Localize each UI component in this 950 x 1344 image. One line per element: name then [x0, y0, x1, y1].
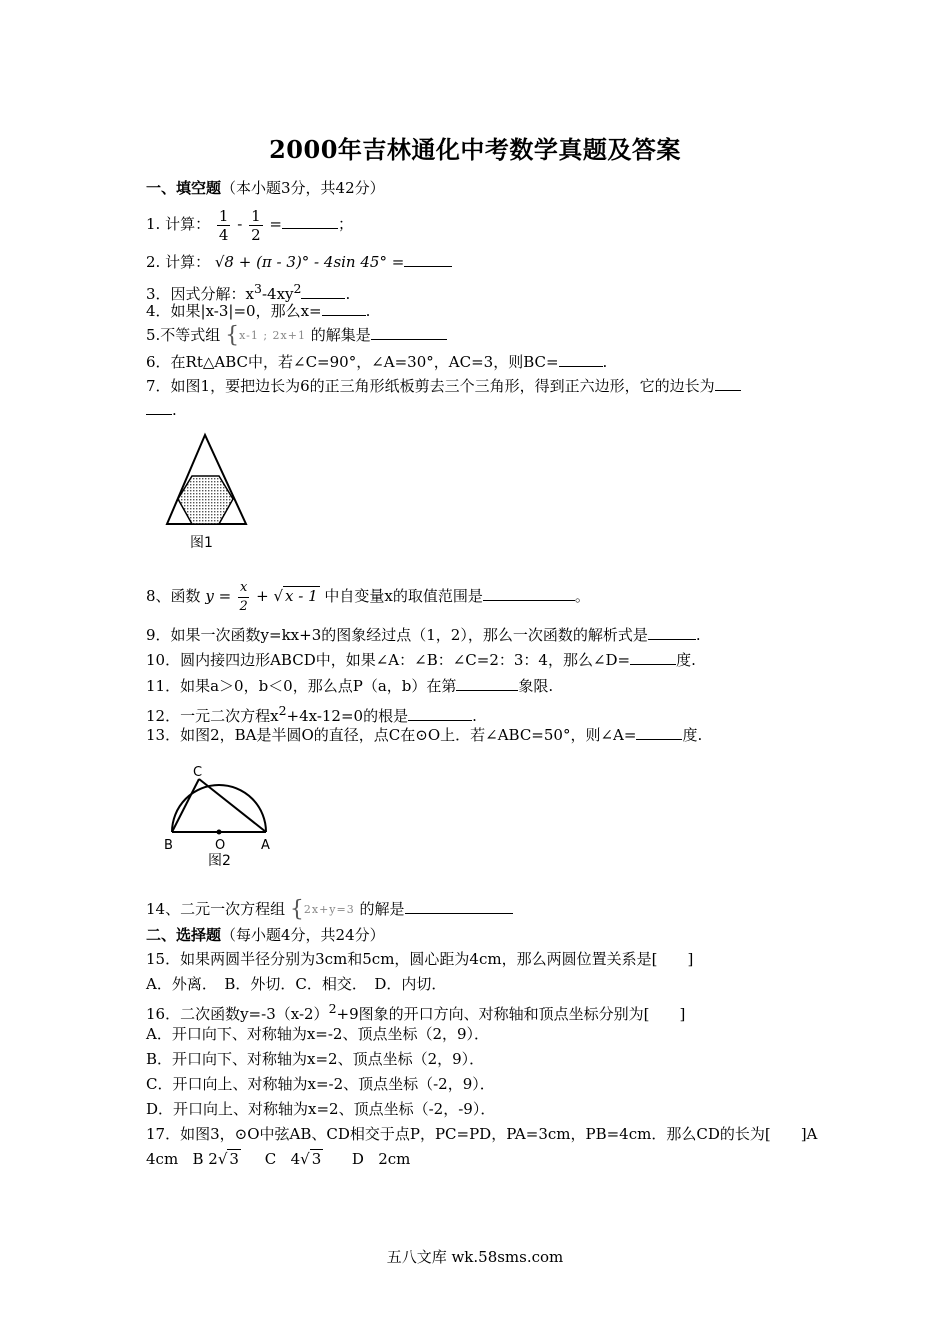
answer-blank[interactable] — [371, 325, 447, 340]
section-1-name: 一、填空题 — [146, 179, 222, 197]
question-16-option-c — [146, 1074, 495, 1094]
q17-option-c: 4 — [290, 1150, 301, 1168]
q8-plus: + — [256, 587, 269, 605]
answer-blank[interactable] — [405, 899, 513, 914]
q16-a: A．开口向下、对称轴为x=-2、顶点坐标（2，9）． — [146, 1025, 490, 1043]
question-14 — [146, 899, 513, 920]
answer-blank[interactable] — [559, 352, 603, 367]
q1-end: ； — [337, 215, 353, 233]
q16-c: C．开口向上、对称轴为x=-2、顶点坐标（-2，9）． — [146, 1075, 495, 1093]
q17-text: 17．如图3，⊙O中弦AB、CD相交于点P，PC=PD，PA=3cm，PB=4cm．那么CD的长为[ ]A — [146, 1125, 818, 1143]
answer-blank[interactable] — [408, 706, 472, 721]
hexagon-shaded — [178, 476, 233, 524]
q16-exponent: 2 — [328, 1001, 337, 1016]
question-17-options — [146, 1149, 410, 1169]
section-2-note: （每小题4分，共24分） — [221, 926, 385, 944]
q11-end: 象限. — [518, 677, 554, 695]
q13-end: 度. — [682, 726, 703, 744]
label-a: A — [261, 838, 270, 853]
q10-text: 10．圆内接四边形ABCD中，如果∠A：∠B：∠C=2：3：4，那么∠D= — [146, 651, 631, 669]
answer-blank[interactable] — [636, 725, 682, 740]
answer-blank[interactable] — [404, 252, 452, 267]
q17-radicand-c: 3 — [311, 1150, 322, 1168]
question-9 — [146, 625, 701, 645]
q13-text: 13．如图2，BA是半圆O的直径，点C在⊙O上．若∠ABC=50°，则∠A= — [146, 726, 637, 744]
center-point-o — [217, 830, 222, 835]
chord-bc — [172, 779, 199, 832]
q5-suffix: 的解集是 — [310, 326, 371, 344]
q7-text: 7．如图1，要把边长为6的正三角形纸板剪去三个三角形，得到正六边形，它的边长为 — [146, 377, 715, 395]
fraction-1-4 — [217, 207, 231, 244]
q8-den: 2 — [239, 598, 248, 614]
q1-num2: 1 — [251, 206, 261, 225]
q15-options: A．外离． B．外切．C．相交． D．内切． — [146, 975, 447, 993]
q8-y: y — [205, 587, 214, 605]
question-10 — [146, 650, 696, 670]
question-7-cont — [146, 400, 177, 420]
q12-exponent: 2 — [278, 703, 287, 718]
figure-1 — [160, 430, 256, 554]
q1-eq: = — [269, 215, 282, 233]
question-13 — [146, 725, 702, 745]
q4-text: 4．如果|x-3|=0，那么x= — [146, 302, 322, 320]
question-16-option-b — [146, 1049, 484, 1069]
q9-text: 9．如果一次函数y=kx+3的图象经过点（1，2），那么一次函数的解析式是 — [146, 626, 648, 644]
q16-prefix: 16．二次函数y=-3（x-2） — [146, 1005, 329, 1023]
q17-option-b: 2 — [208, 1150, 218, 1168]
q17-option-d: 2cm — [378, 1150, 411, 1168]
q8-eq: = — [218, 587, 232, 605]
label-c: C — [193, 765, 203, 780]
q17-option-c-label: C — [264, 1150, 277, 1168]
q17-radicand-b: 3 — [229, 1150, 239, 1168]
question-17 — [146, 1124, 817, 1144]
q1-num1: 1 — [218, 206, 229, 225]
q12-prefix: 12．一元二次方程x — [146, 707, 279, 725]
question-2 — [146, 252, 452, 272]
q5-prefix: 5.不等式组 — [146, 326, 221, 344]
q1-prefix: 1. 计算： — [146, 215, 211, 233]
q16-rest: +9图象的开口方向、对称轴和顶点坐标分别为[ ] — [336, 1005, 686, 1023]
answer-blank[interactable] — [456, 676, 518, 691]
page-title: 2000年吉林通化中考数学真题及答案 — [269, 135, 681, 164]
question-16-option-d — [146, 1099, 495, 1119]
q12-rest: +4x-12=0的根是 — [286, 707, 409, 725]
fraction-x-2 — [238, 579, 249, 616]
q3-exponent-1: 3 — [254, 281, 262, 296]
q14-prefix: 14、二元一次方程组 — [146, 900, 286, 918]
fraction-1-2 — [249, 207, 263, 244]
question-7 — [146, 376, 741, 396]
q2-expression: √8 + (π - 3)° - 4sin 45° = — [214, 253, 405, 271]
q17-option-b-label: B — [192, 1150, 204, 1168]
label-b: B — [164, 838, 173, 853]
q17-option-a: 4cm — [146, 1150, 179, 1168]
question-6 — [146, 352, 607, 372]
section-1-note: （本小题3分，共42分） — [221, 179, 385, 197]
question-12 — [146, 701, 477, 726]
question-16 — [146, 999, 685, 1024]
brace-icon: { — [289, 897, 304, 922]
semicircle-arc — [172, 785, 266, 832]
q1-minus: - — [237, 215, 243, 233]
q6-text: 6．在Rt△ABC中，若∠C=90°，∠A=30°，AC=3，则BC= — [146, 353, 559, 371]
question-15-options — [146, 974, 446, 994]
question-8 — [146, 576, 590, 616]
q2-prefix: 2. 计算： — [146, 253, 211, 271]
question-5 — [146, 325, 447, 346]
q8-num: x — [239, 579, 248, 595]
label-o: O — [215, 838, 226, 853]
q10-end: 度. — [676, 651, 696, 669]
question-11 — [146, 676, 553, 696]
q3-mid: -4xy — [261, 285, 294, 303]
radical-icon: √ — [217, 1150, 228, 1168]
radical-icon: √ — [300, 1150, 310, 1168]
q1-den1: 4 — [218, 225, 229, 244]
q1-den2: 2 — [251, 225, 261, 244]
q3-prefix: 3．因式分解：x — [146, 285, 255, 303]
section-2-heading — [146, 925, 385, 945]
q14-equation-system: 2x+y=3 — [303, 903, 355, 916]
radical-icon: √ — [273, 587, 283, 605]
q9-end: . — [695, 626, 701, 644]
q16-d: D．开口向上、对称轴为x=2、顶点坐标（-2，-9）． — [146, 1100, 496, 1118]
q8-end: 。 — [574, 587, 590, 605]
figure-1-caption: 图1 — [190, 535, 213, 551]
answer-blank-cont[interactable] — [146, 400, 172, 415]
q6-end: . — [602, 353, 608, 371]
q16-b: B．开口向下、对称轴为x=2、顶点坐标（2，9）． — [146, 1050, 485, 1068]
answer-blank[interactable] — [483, 586, 575, 601]
question-15 — [146, 949, 693, 969]
q7-end: . — [172, 401, 177, 419]
answer-blank[interactable] — [630, 650, 676, 665]
q11-text: 11．如果a＞0，b＜0，那么点P（a，b）在第 — [146, 677, 457, 695]
question-1 — [146, 204, 353, 244]
q12-end: . — [472, 707, 477, 725]
answer-blank[interactable] — [282, 214, 338, 229]
answer-blank[interactable] — [715, 376, 741, 391]
question-4 — [146, 301, 370, 321]
q5-inequality-system: x-1 ; 2x+1 — [239, 329, 306, 342]
brace-icon: { — [225, 323, 240, 348]
section-2-name: 二、选择题 — [146, 926, 222, 944]
section-1-heading — [146, 178, 385, 198]
q15-text: 15．如果两圆半径分别为3cm和5cm，圆心距为4cm，那么两圆位置关系是[ ] — [146, 950, 694, 968]
q3-exponent-2: 2 — [293, 281, 302, 296]
q4-end: . — [365, 302, 371, 320]
q8-prefix: 8、函数 — [146, 587, 201, 605]
figure-2 — [160, 764, 280, 868]
figure-2-caption: 图2 — [208, 853, 231, 868]
answer-blank[interactable] — [322, 301, 366, 316]
q17-option-d-label: D — [351, 1150, 364, 1168]
answer-blank[interactable] — [301, 284, 345, 299]
question-16-option-a — [146, 1024, 489, 1044]
q8-radicand: x - 1 — [285, 587, 318, 605]
q3-end: . — [345, 285, 351, 303]
footer-watermark: 五八文库 wk.58sms.com — [386, 1248, 564, 1266]
answer-blank[interactable] — [648, 625, 696, 640]
q14-suffix: 的解是 — [359, 900, 405, 918]
q8-suffix: 中自变量x的取值范围是 — [324, 587, 483, 605]
